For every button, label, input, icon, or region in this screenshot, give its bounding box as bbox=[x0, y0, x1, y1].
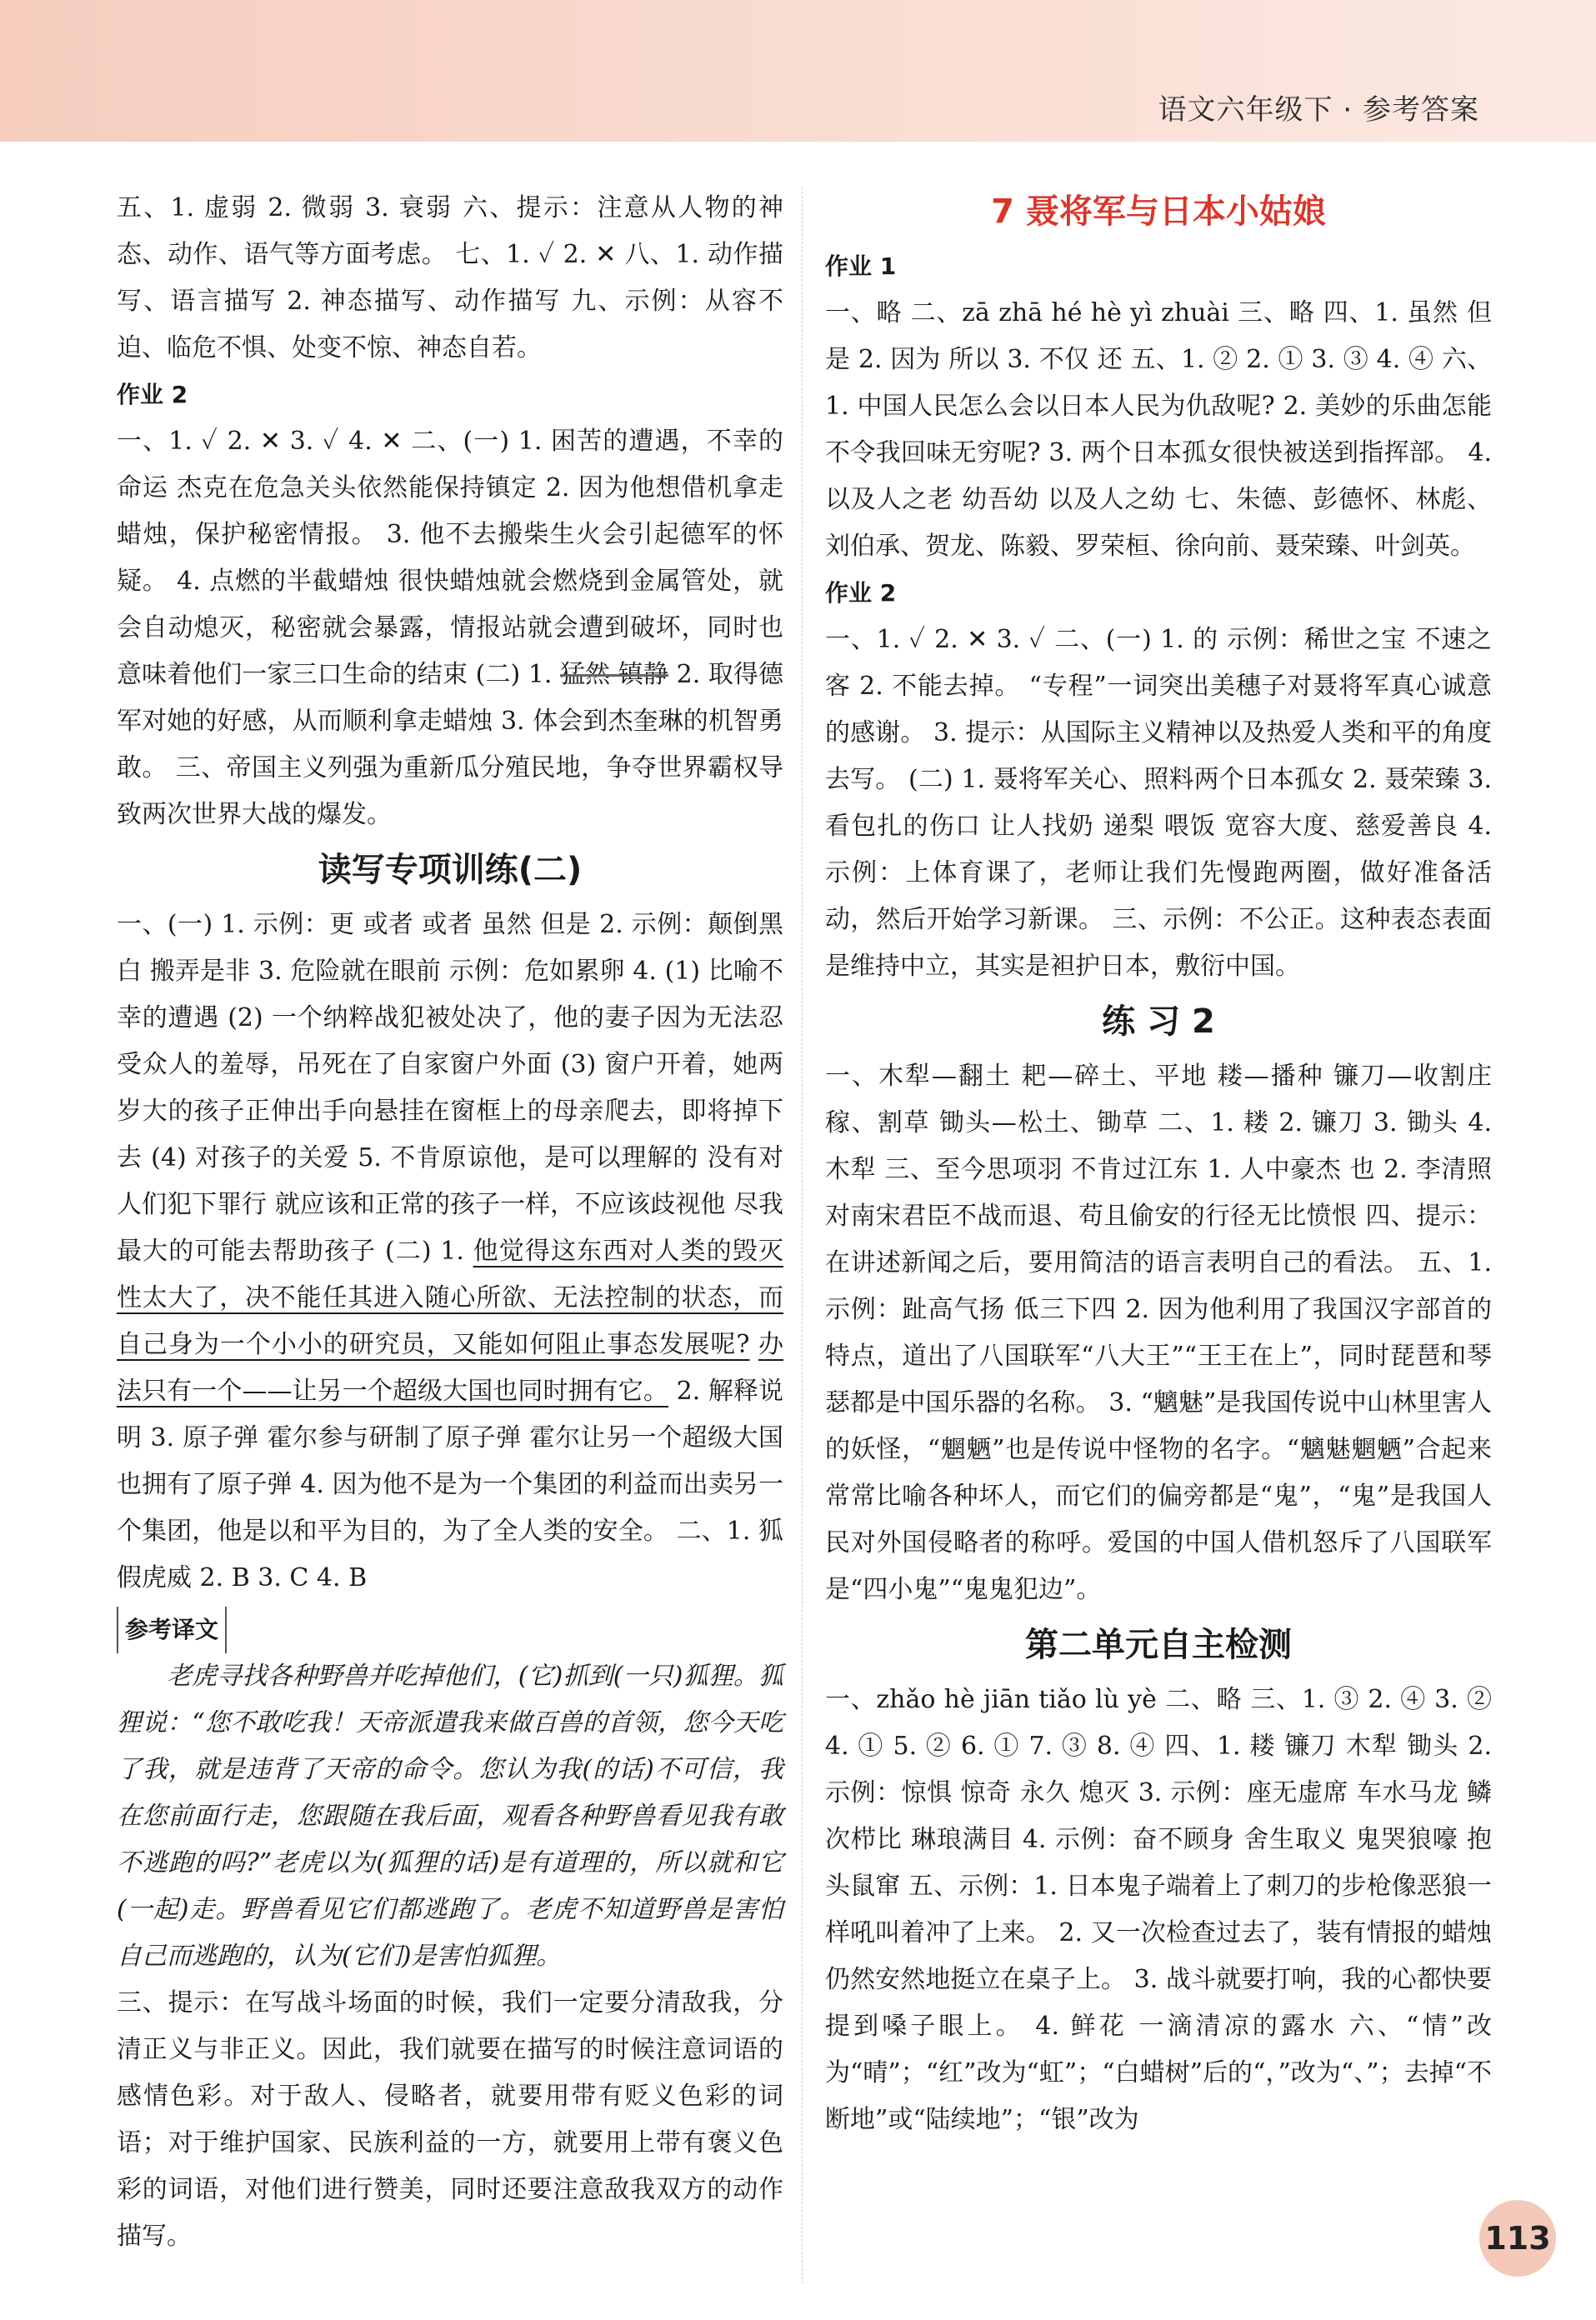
underlined-answer-1: 他觉得这东西对人类的毁灭性太大了，决不能任其进入随心所欲、无法控制的状态，而自己身为一个小小的研究员，又能如何阻止事态发展呢? bbox=[117, 1237, 783, 1359]
label-yiwen: 参考译文 bbox=[117, 1607, 227, 1653]
page-number: 113 bbox=[1484, 2220, 1551, 2257]
header-title: 语文六年级下 · 参考答案 bbox=[1158, 93, 1479, 127]
left-paragraph-1: 五、1. 虚弱 2. 微弱 3. 衰弱 六、提示：注意从人物的神态、动作、语气等方面考虑。 七、1. ✓ 2. ✕ 八、1. 动作描写、语言描写 2. 神态描写、动作描写 九、示例：从容不迫、临危不惧、处变不惊、神态自若。 bbox=[117, 193, 783, 362]
section-title-lianxi2: 练 习 2 bbox=[1102, 1002, 1215, 1041]
column-divider bbox=[802, 188, 803, 2283]
left-p3-mid bbox=[749, 1330, 758, 1359]
left-column bbox=[117, 185, 783, 2260]
yiwen-paragraph: 老虎寻找各种野兽并吃掉他们，(它)抓到(一只)狐狸。狐狸说：“您不敢吃我！天帝派遣我来做百兽的首领，您今天吃了我，就是违背了天帝的命令。您认为我(的话)不可信，我在您前面行走，您跟随在我后面，观看各种野兽看见我有敢不逃跑的吗?”老虎以为(狐狸的话)是有道理的，所以就和它(一起)走。野兽看见它们都逃跑了。老虎不知道野兽是害怕自己而逃跑的，认为(它们)是害怕狐狸。 bbox=[117, 1662, 783, 1971]
label-zuoye2-right: 作业 2 bbox=[825, 579, 897, 607]
section-title-jiance: 第二单元自主检测 bbox=[1025, 1626, 1292, 1664]
label-zuoye1: 作业 1 bbox=[825, 252, 897, 280]
yiwen-label-row bbox=[117, 1607, 783, 1653]
underlined-answer-2: 办法只有一个——让另一个超级大国也同时拥有它。 bbox=[117, 1330, 783, 1406]
right-paragraph-3: 一、木犁—翻土 耙—碎土、平地 耧—播种 镰刀—收割庄稼、割草 锄头—松土、锄草 二、1. 耧 2. 镰刀 3. 锄头 4. 木犁 三、至今思项羽 不肯过江东 1. 人中豪杰 也 2. 李清照 对南宋君臣不战而退、苟且偷安的行径无比愤恨 四、提示：在讲述新闻之后，要用简洁的语言表明自己的看法。 五、1. 示例：趾高气扬 低三下四 2. 因为他利用了我国汉字部首的特点，道出了八国联军“八大王”“王王在上”，同时琵琶和琴瑟都是中国乐器的名称。 3. “魑魅”是我国传说中山林里害人的妖怪，“魍魉”也是传说中怪物的名字。“魑魅魍魉”合起来常常比喻各种坏人，而它们的偏旁都是“鬼”，“鬼”是我国人民对外国侵略者的称呼。爱国的中国人借机怒斥了八国联军是“四小鬼”“鬼鬼犯边”。 bbox=[825, 1062, 1492, 1604]
left-p2-b: 2. 取得德军对她的好感，从而顺利拿走蜡烛 3. 体会到杰奎琳的机智勇敢。 三、帝国主义列强为重新瓜分殖民地，争夺世界霸权导致两次世界大战的爆发。 bbox=[117, 660, 783, 829]
handwritten-correction: 猛然 镇静 bbox=[560, 660, 668, 689]
right-paragraph-2: 一、1. ✓ 2. ✕ 3. ✓ 二、(一) 1. 的 示例：稀世之宝 不速之客 2. 不能去掉。 “专程”一词突出美穗子对聂将军真心诚意的感谢。 3. 提示：从国际主义精神以及热爱人类和平的角度去写。 (二) 1. 聂将军关心、照料两个日本孤女 2. 聂荣臻 3. 看包扎的伤口 让人找奶 递梨 喂饭 宽容大度、慈爱善良 4. 示例：上体育课了，老师让我们先慢跑两圈，做好准备活动，然后开始学习新课。 三、示例：不公正。这种表态表面是维持中立，其实是袒护日本，敷衍中国。 bbox=[825, 625, 1492, 981]
left-paragraph-3 bbox=[117, 902, 783, 1602]
left-paragraph-4: 三、提示：在写战斗场面的时候，我们一定要分清敌我，分清正义与非正义。因此，我们就要在描写的时候注意词语的感情色彩。对于敌人、侵略者，就要用带有贬义色彩的词语；对于维护国家、民族利益的一方，就要用上带有褒义色彩的词语，对他们进行赞美，同时还要注意敌我双方的动作描写。 bbox=[117, 1988, 783, 2251]
left-p3-b: 2. 解释说明 3. 原子弹 霍尔参与研制了原子弹 霍尔让另一个超级大国也拥有了原子弹 4. 因为他不是为一个集团的利益而出卖另一个集团，他是以和平为目的，为了全人类的安全。 二、1. 狐假虎威 2. B 3. C 4. B bbox=[117, 1377, 784, 1592]
left-p2-a: 一、1. ✓ 2. ✕ 3. ✓ 4. ✕ 二、(一) 1. 困苦的遭遇，不幸的命运 杰克在危急关头依然能保持镇定 2. 因为他想借机拿走蜡烛，保护秘密情报。 3. 他不去搬柴生火会引起德军的怀疑。 4. 点燃的半截蜡烛 很快蜡烛就会燃烧到金属管处，就会自动熄灭，秘密就会暴露，情报站就会遭到破坏，同时也意味着他们一家三口生命的结束 (二) 1. bbox=[117, 427, 783, 689]
label-zuoye2-left: 作业 2 bbox=[117, 381, 188, 408]
section-title-7: 7 聂将军与日本小姑娘 bbox=[991, 192, 1326, 231]
right-paragraph-4: 一、zhǎo hè jiān tiǎo lù yè 二、略 三、1. ③ 2. ④ 3. ② 4. ① 5. ② 6. ① 7. ③ 8. ④ 四、1. 耧 镰刀 木犁 锄头 2. 示例：惊惧 惊奇 永久 熄灭 3. 示例：座无虚席 车水马龙 鳞次栉比 琳琅满目 4. 示例：奋不顾身 舍生取义 鬼哭狼嚎 抱头鼠窜 五、示例：1. 日本鬼子端着上了刺刀的步枪像恶狼一样吼叫着冲了上来。 2. 又一次检查过去了，装有情报的蜡烛仍然安然地挺立在桌子上。 3. 战斗就要打响，我的心都快要提到嗓子眼上。 4. 鲜花 一滴清凉的露水 六、“情”改为“晴”；“红”改为“虹”；“白蜡树”后的“，”改为“、”；去掉“不断地”或“陆续地”；“银”改为 bbox=[825, 1685, 1492, 2134]
right-paragraph-1: 一、略 二、zā zhā hé hè yì zhuài 三、略 四、1. 虽然 但是 2. 因为 所以 3. 不仅 还 五、1. ② 2. ① 3. ③ 4. ④ 六、1. 中国人民怎么会以日本人民为仇敌呢? 2. 美妙的乐曲怎能不令我回味无穷呢? 3. 两个日本孤女很快被送到指挥部。 4. 以及人之老 幼吾幼 以及人之幼 七、朱德、彭德怀、林彪、刘伯承、贺龙、陈毅、罗荣桓、徐向前、聂荣臻、叶剑英。 bbox=[825, 298, 1492, 561]
page-number-badge bbox=[1479, 2200, 1556, 2277]
left-paragraph-2 bbox=[117, 418, 783, 838]
right-column bbox=[825, 185, 1492, 2143]
left-p3-a: 一、(一) 1. 示例：更 或者 或者 虽然 但是 2. 示例：颠倒黑白 搬弄是非 3. 危险就在眼前 示例：危如累卵 4. (1) 比喻不幸的遭遇 (2) 一个纳粹战犯被处决了，他的妻子因为无法忍受众人的羞辱，吊死在了自家窗户外面 (3) 窗户开着，她两岁大的孩子正伸出手向悬挂在窗框上的母亲爬去，即将掉下去 (4) 对孩子的关爱 5. 不肯原谅他，是可以理解的 没有对人们犯下罪行 就应该和正常的孩子一样，不应该歧视他 尽我最大的可能去帮助孩子 (二) 1. bbox=[117, 910, 783, 1266]
section-title-duxie: 读写专项训练(二) bbox=[318, 851, 583, 889]
